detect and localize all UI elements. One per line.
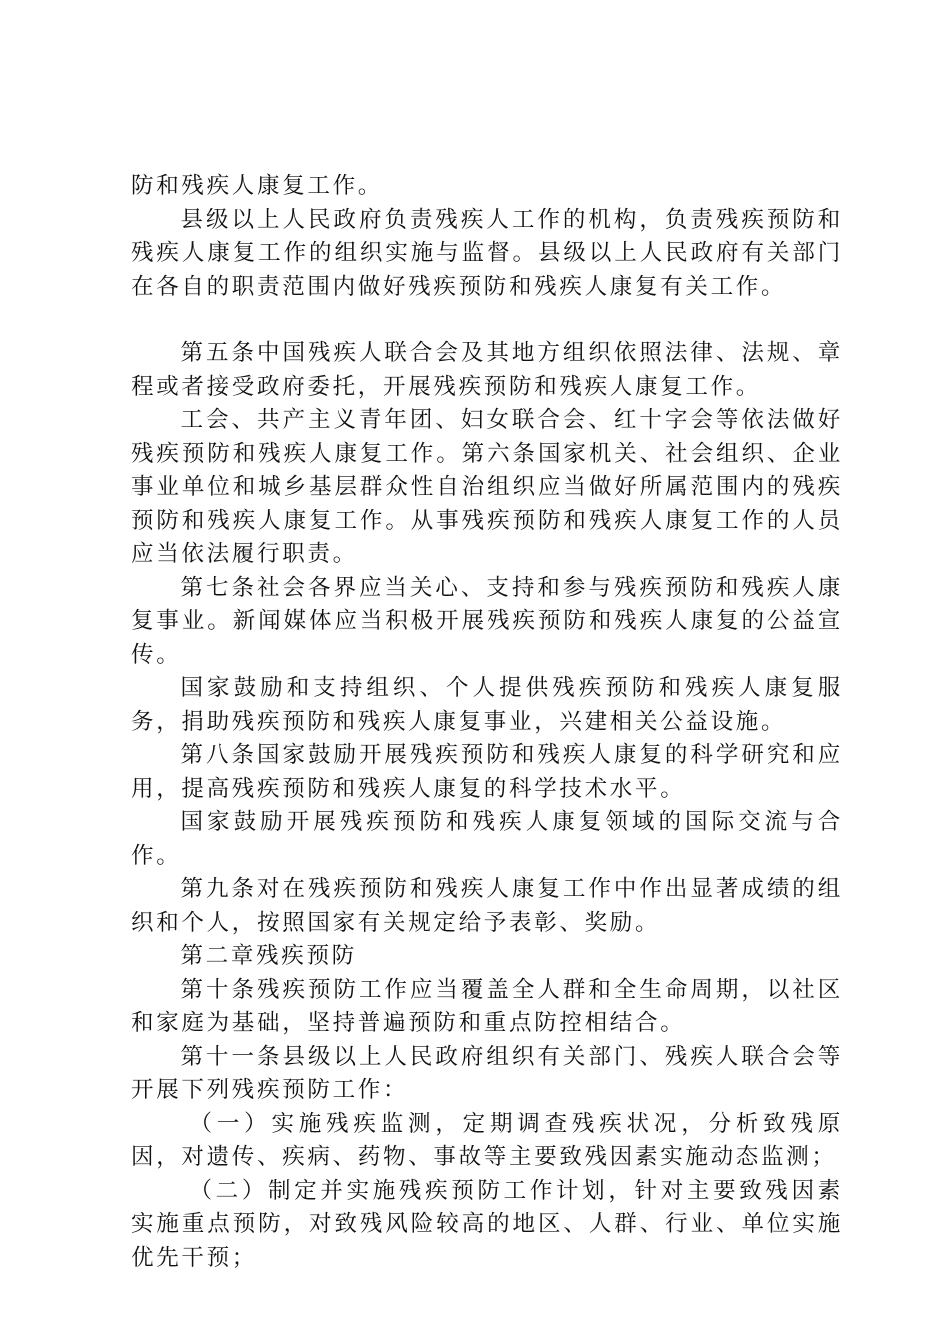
- paragraph: 国家鼓励和支持组织、个人提供残疾预防和残疾人康复服务，捐助残疾预防和残疾人康复事业，兴建相关公益设施。: [131, 675, 843, 735]
- paragraph: 国家鼓励开展残疾预防和残疾人康复领域的国际交流与合作。: [131, 809, 843, 869]
- paragraph: 县级以上人民政府负责残疾人工作的机构，负责残疾预防和残疾人康复工作的组织实施与监督。县级以上人民政府有关部门在各自的职责范围内做好残疾预防和残疾人康复有关工作。: [131, 206, 843, 300]
- paragraph: 工会、共产主义青年团、妇女联合会、红十字会等依法做好残疾预防和残疾人康复工作。第六条国家机关、社会组织、企业事业单位和城乡基层群众性自治组织应当做好所属范围内的残疾预防和残疾人康复工作。从事残疾预防和残疾人康复工作的人员应当依法履行职责。: [131, 407, 843, 567]
- document-body: [131, 170, 843, 1275]
- paragraph: 第七条社会各界应当关心、支持和参与残疾预防和残疾人康复事业。新闻媒体应当积极开展残疾预防和残疾人康复的公益宣传。: [131, 574, 843, 668]
- paragraph: 第十一条县级以上人民政府组织有关部门、残疾人联合会等开展下列残疾预防工作：: [131, 1043, 843, 1103]
- paragraph: 防和残疾人康复工作。: [131, 173, 384, 199]
- paragraph: 第八条国家鼓励开展残疾预防和残疾人康复的科学研究和应用，提高残疾预防和残疾人康复的科学技术水平。: [131, 742, 843, 802]
- chapter-heading: 第二章残疾预防: [180, 943, 357, 969]
- paragraph: 第五条中国残疾人联合会及其地方组织依照法律、法规、章程或者接受政府委托，开展残疾预防和残疾人康复工作。: [131, 340, 843, 400]
- list-item: （二）制定并实施残疾预防工作计划，针对主要致残因素实施重点预防，对致残风险较高的地区、人群、行业、单位实施优先干预；: [131, 1177, 843, 1271]
- list-item: （一）实施残疾监测，定期调查残疾状况，分析致残原因，对遗传、疾病、药物、事故等主要致残因素实施动态监测；: [131, 1110, 843, 1170]
- paragraph: 第九条对在残疾预防和残疾人康复工作中作出显著成绩的组织和个人，按照国家有关规定给予表彰、奖励。: [131, 876, 843, 936]
- paragraph: 第十条残疾预防工作应当覆盖全人群和全生命周期，以社区和家庭为基础，坚持普遍预防和重点防控相结合。: [131, 976, 843, 1036]
